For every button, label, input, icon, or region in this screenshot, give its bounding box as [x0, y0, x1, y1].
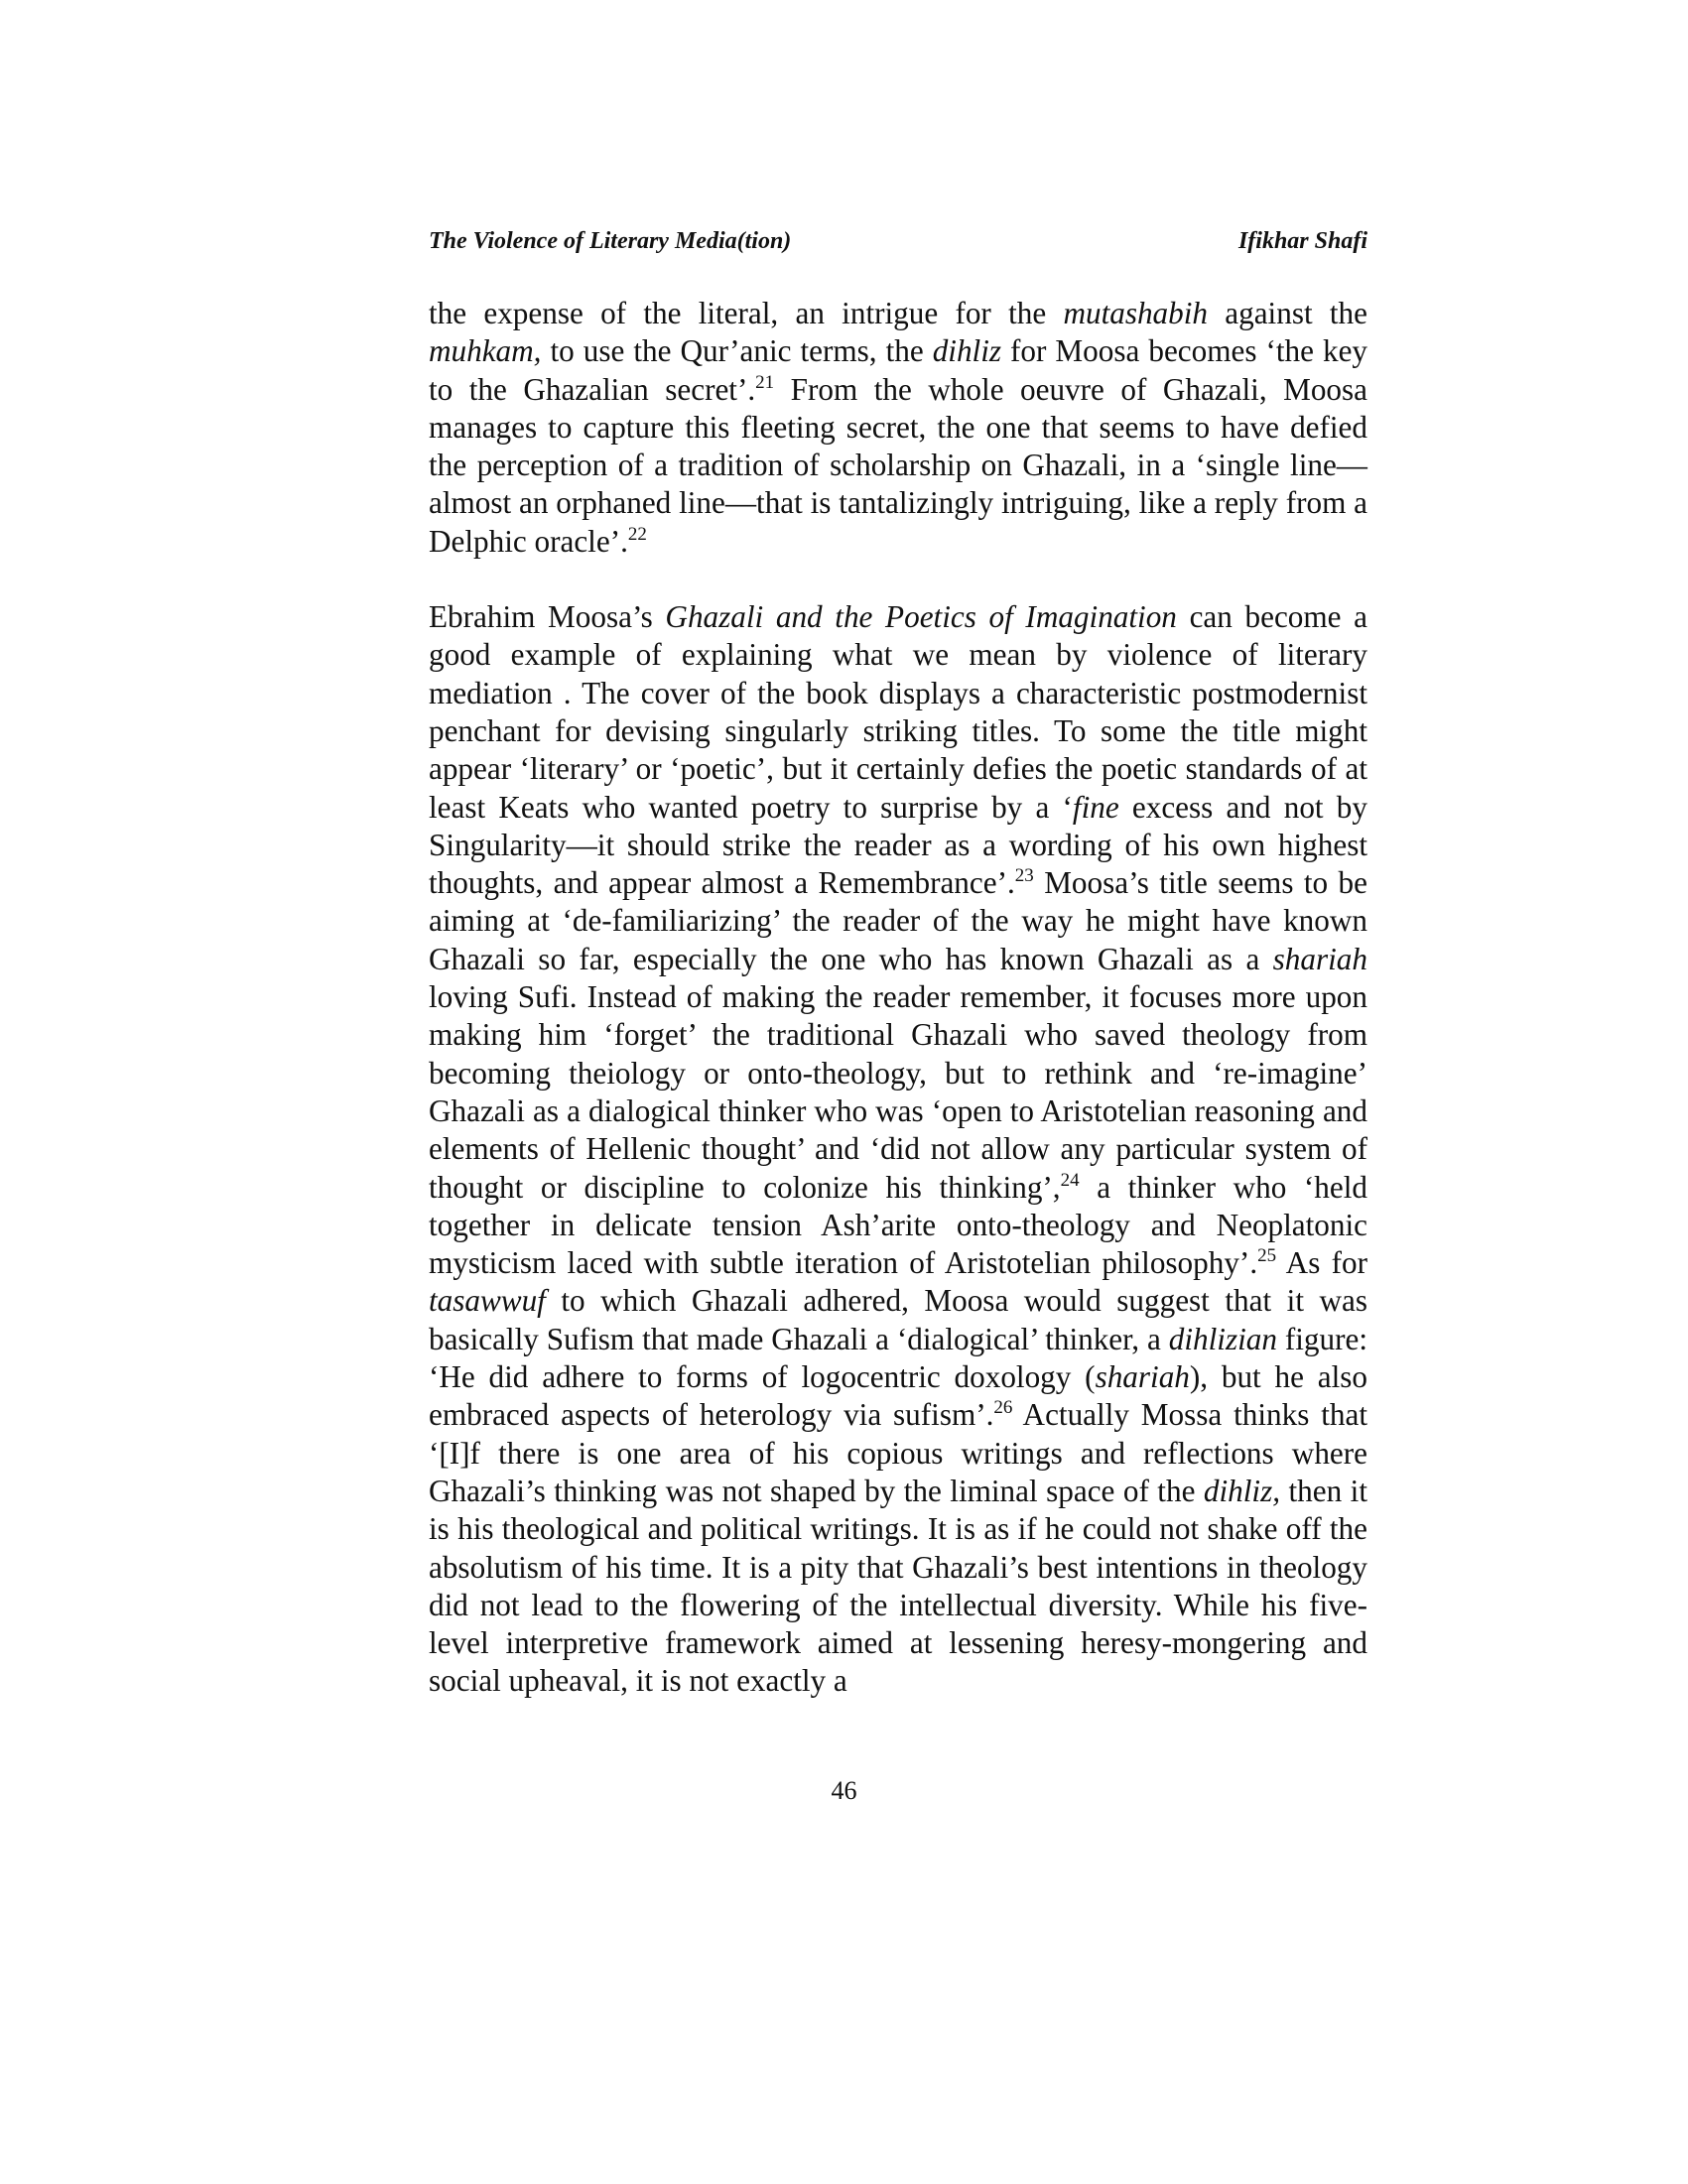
paragraph-2: [429, 598, 1367, 1701]
footnote-ref: 24: [1060, 1169, 1080, 1191]
footnote-ref: 25: [1257, 1245, 1277, 1267]
italic-term: shariah: [1095, 1359, 1190, 1395]
text-run: figure: ‘He did adhere to forms of logocentric doxology (: [429, 1321, 1367, 1395]
italic-term: shariah: [1272, 941, 1367, 976]
text-run: ), but he also embraced aspects of heterology via sufism’.: [429, 1359, 1367, 1433]
text-run: to use the Qur’anic terms, the: [541, 333, 933, 369]
footnote-ref: 22: [627, 523, 647, 545]
text-run: can become a good example of explaining what we mean by violence of literary mediation . The cover of the book displays a characteristic postmodernist penchant for devising singularly striking titles. To some the title might appear ‘literary’ or ‘poetic’, but it certainly defies the poetic standards of at least Keats who wanted poetry to surprise by a ‘: [429, 599, 1367, 825]
italic-term: muhkam,: [429, 333, 542, 369]
italic-term: dihlizian: [1168, 1321, 1277, 1356]
text-run: a thinker who ‘held together in delicate tension Ash’arite onto-theology and Neoplatonic mysticism laced with subtle iteration of Aristotelian philosophy’.: [429, 1169, 1367, 1281]
text-run: then it is his theological and political writings. It is as if he could not shake off the absolutism of his time. It is a pity that Ghazali’s best intentions in theology did not lead to the flowering of the intellectual diversity. While his five-level interpretive framework aimed at lessening heresy-mongering and social upheaval, it is not exactly a: [429, 1473, 1367, 1699]
footnote-ref: 26: [993, 1397, 1013, 1419]
book-title: Ghazali and the Poetics of Imagination: [665, 599, 1177, 635]
body-text: [429, 295, 1367, 1701]
text-run: As for: [1276, 1245, 1367, 1281]
italic-term: dihliz: [932, 333, 1002, 369]
italic-term: tasawwuf: [429, 1283, 546, 1319]
text-run: From the whole oeuvre of Ghazali, Moosa manages to capture this fleeting secret, the one that seems to have defied the perception of a tradition of scholarship on Ghazali, in a ‘single line—almost an orphaned line—that is tantalizingly intriguing, like a reply from a Delphic oracle’.: [429, 371, 1368, 559]
running-header: [429, 228, 1367, 262]
text-run: Ebrahim Moosa’s: [429, 599, 666, 635]
text-run: Moosa’s title seems to be aiming at ‘de-familiarizing’ the reader of the way he might have known Ghazali so far, especially the one who has known Ghazali as a: [429, 865, 1367, 976]
footnote-ref: 21: [755, 371, 775, 393]
text-run: to which Ghazali adhered, Moosa would suggest that it was basically Sufism that made Ghazali a ‘dialogical’ thinker, a: [429, 1283, 1367, 1356]
header-author: Ifikhar Shafi: [1237, 228, 1367, 254]
footnote-ref: 23: [1014, 865, 1034, 887]
italic-term: mutashabih: [1063, 296, 1209, 330]
paragraph-1: [429, 295, 1367, 561]
text-run: the expense of the literal, an intrigue for the: [429, 296, 1064, 330]
text-run: Actually Mossa thinks that ‘[I]f there is one area of his copious writings and reflections where Ghazali’s thinking was not shaped by the liminal space of the: [429, 1397, 1367, 1508]
text-run: excess and not by Singularity—it should strike the reader as a wording of his own highest thoughts, and appear almost a Remembrance’.: [429, 789, 1367, 901]
page-number: 46: [831, 1776, 857, 1805]
italic-term: dihliz,: [1203, 1473, 1281, 1508]
text-run: loving Sufi. Instead of making the reader remember, it focuses more upon making him ‘forget’ the traditional Ghazali who saved theology from becoming theiology or onto-theology, but to rethink and ‘re-imagine’ Ghazali as a dialogical thinker who was ‘open to Aristotelian reasoning and elements of Hellenic thought’ and ‘did not allow any particular system of thought or discipline to colonize his thinking’,: [429, 979, 1367, 1205]
header-title: The Violence of Literary Media(tion): [429, 228, 792, 254]
text-run: against the: [1208, 296, 1367, 330]
text-run: for Moosa becomes ‘the key to the Ghazalian secret’.: [429, 333, 1368, 407]
italic-term: fine: [1072, 789, 1119, 825]
